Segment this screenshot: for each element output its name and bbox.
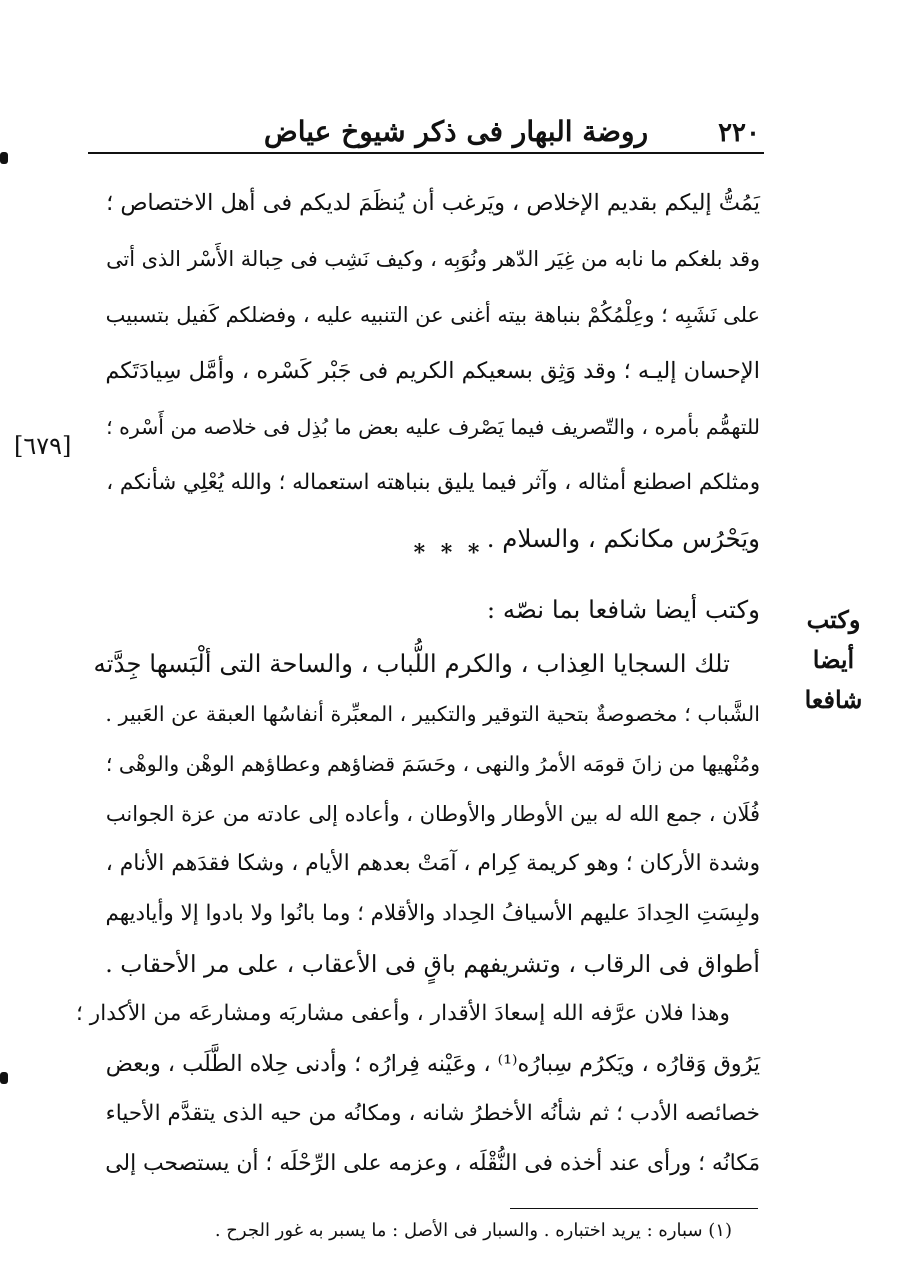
page-header xyxy=(90,108,760,148)
header-rule xyxy=(88,152,764,154)
text-line: ولبِسَتِ الحِدادَ عليهم الأسيافُ الحِداد والأقلام ؛ وما بانُوا ولا بادوا إلا وأياديهم xyxy=(105,901,760,926)
footnote-rule xyxy=(510,1208,758,1209)
text-line: وهذا فلان عرَّفه الله إسعادَ الأقدار ، وأعفى مشاربَه ومشارعَه من الأكدار ؛ xyxy=(75,1001,730,1026)
running-title: روضة البهار فى ذكر شيوخ عياض xyxy=(263,115,649,148)
text-line: يَمُتُّ إليكم بقديم الإخلاص ، ويَرغب أن يُنظَمَ لديكم فى أهل الاختصاص ؛ xyxy=(106,190,760,216)
text-line: وكتب أيضا شافعا بما نصّه : xyxy=(486,595,760,624)
paragraph-1 xyxy=(92,175,760,575)
text-line: الشَّباب ؛ مخصوصةٌ بتحية التوقير والتكبير ، المعبِّرة أنفاسُها العبقة عن العَبير . xyxy=(105,702,760,726)
text-line: أطواق فى الرقاب ، وتشريفهم باقٍ فى الأعقاب ، على مر الأحقاب . xyxy=(105,950,760,978)
text-line: ومثلكم اصطنع أمثاله ، وآثر فيما يليق بنباهته استعماله ؛ والله يُعْلِي شأنكم ، xyxy=(106,470,760,495)
text-line: يَرُوق وَقارُه ، ويَكرُم سِبارُه⁽¹⁾ ، وعَيْنه فِرارُه ؛ وأدنى حِلاه الطَّلَب ، وبعض xyxy=(105,1051,760,1077)
text-line: على نَشَبِه ؛ وعِلْمُكُمْ بنباهة بيته أغنى عن التنبيه عليه ، وفضلكم كَفيل بتسبيب xyxy=(105,303,760,327)
reference-marker: [٦٧٩] xyxy=(14,432,72,460)
text-line: ويَحْرُس مكانكم ، والسلام . xyxy=(486,524,760,553)
page-number: ٢٢٠ xyxy=(718,118,760,148)
margin-note-line: شافعا xyxy=(804,685,863,714)
text-line: مَكانُه ؛ ورأى عند أخذه فى النُّقْلَه ، وعزمه على الرِّحْلَه ؛ أن يستصحب إلى xyxy=(105,1151,760,1176)
paragraph-2 xyxy=(75,582,760,1202)
scan-edge-mark-top xyxy=(0,152,8,164)
text-line: فُلَان ، جمع الله له بين الأوطار والأوطان ، وأعاده إلى عادته من عزة الجوانب xyxy=(105,802,760,826)
text-line: للتهمُّم بأمره ، والتّصريف فيما يَصْرف عليه بعض ما بُذِل فى خلاصه من أَسْره ؛ xyxy=(106,415,760,439)
section-divider: * * * xyxy=(413,540,484,566)
margin-note xyxy=(786,600,881,720)
text-line: الإحسان إليـه ؛ وقد وَثِق بسعيكم الكريم فى جَبْر كَسْره ، وأمَّل سِيادَتَكم xyxy=(105,358,760,384)
text-line: ومُنْهيها من زانَ قومَه الأمرُ والنهى ، وحَسَمَ قضاؤهم وعطاؤهم الوهْن والوهْى ؛ xyxy=(105,752,760,776)
text-line: خصائصه الأدب ؛ ثم شأنُه الأخطرُ شانه ، ومكانُه من حيه الذى يتقدَّم الأحياء xyxy=(105,1101,760,1126)
text-line: وقد بلغكم ما نابه من غِيَر الدّهر ونُوَبِه ، وكيف نَشِب فى حِبالة الأَسْر الذى أتى xyxy=(106,247,760,271)
margin-note-line: وكتب أيضا xyxy=(806,605,861,674)
scan-edge-mark-bottom xyxy=(0,1072,8,1084)
footnote: (١) سباره : يريد اختباره . والسبار فى الأصل : ما يسبر به غور الجرح . xyxy=(214,1220,732,1241)
text-line: تلك السجايا العِذاب ، والكرم اللُّباب ، والساحة التى ألْبَسها جِدَّته xyxy=(93,649,730,678)
text-line: وشدة الأركان ؛ وهو كريمة كِرام ، آمَتْ بعدهم الأيام ، وشكا فقدَهم الأنام ، xyxy=(105,851,760,876)
